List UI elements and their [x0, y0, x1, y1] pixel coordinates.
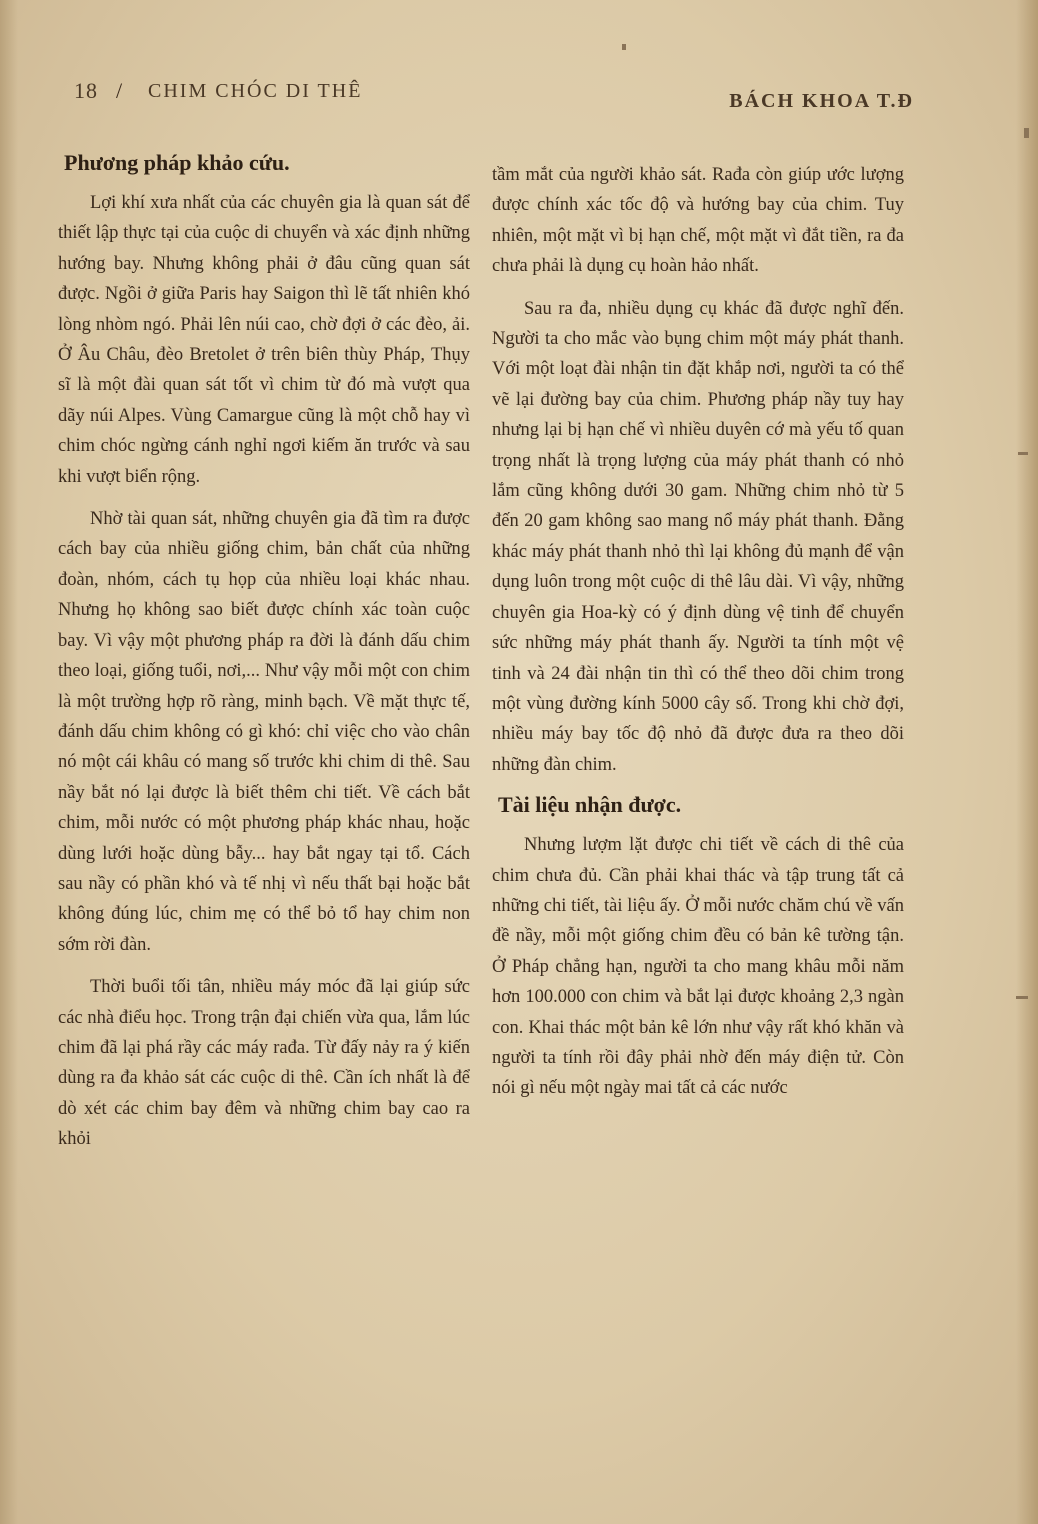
paragraph: Sau ra đa, nhiều dụng cụ khác đã được nghĩ đến. Người ta cho mắc vào bụng chim một máy phát thanh. Với một loạt đài nhận tin đặt khắp nơi, người ta có thể vẽ lại đường bay của chim. Phương pháp nầy tuy hay nhưng lại bị hạn chế vì nhiều duyên cớ mà yếu tố quan trọng nhất là trọng lượng của máy phát thanh có nhỏ lắm cũng không dưới 30 gam. Những chim nhỏ từ 5 đến 20 gam không sao mang nổ máy phát thanh. Đằng khác máy phát thanh nhỏ thì lại không đủ mạnh để vận dụng luôn trong một cuộc di thê lâu dài. Vì vậy, những chuyên gia Hoa-kỳ có ý định dùng vệ tinh để chuyển sức những máy phát thanh ấy. Người ta tính một vệ tinh và 24 đài nhận tin thì có thể theo dõi chim trong một vùng đường kính 5000 cây số. Trong khi chờ đợi, nhiều máy bay tốc độ nhỏ đã được đưa ra theo dõi những đàn chim.	[492, 298, 904, 775]
page-header	[0, 78, 1038, 118]
paragraph: Lợi khí xưa nhất của các chuyên gia là quan sát để thiết lập thực tại của cuộc di chuyển và xác định những hướng bay. Nhưng không phải ở đâu cũng quan sát được. Ngồi ở giữa Paris hay Saigon thì lẽ tất nhiên khó lòng nhòm ngó. Phải lên núi cao, chờ đợi ở các đèo, ải. Ở Âu Châu, đèo Bretolet ở trên biên thùy Pháp, Thụy sĩ là một đài quan sát tốt vì chim từ đó mà vượt qua dãy núi Alpes. Vùng Camargue cũng là một chỗ hay vì chim chóc ngừng cánh nghỉ ngơi kiếm ăn trước và sau khi vượt biển rộng.	[58, 193, 470, 487]
ink-speck	[1016, 996, 1028, 999]
paragraph: Thời buổi tối tân, nhiều máy móc đã lại giúp sức các nhà điểu học. Trong trận đại chiến vừa qua, lắm lúc chim đã lại phá rầy các máy rađa. Từ đấy nảy ra ý kiến dùng ra đa khảo sát các cuộc di thê. Cần ích nhất là để dò xét các chim bay đêm và những chim bay cao ra khỏi	[58, 977, 470, 1150]
running-title-left: CHIM CHÓC DI THÊ	[148, 80, 363, 102]
left-column	[58, 150, 470, 1167]
section-heading-methods: Phương pháp khảo cứu.	[64, 150, 290, 175]
header-separator: /	[116, 78, 123, 103]
paragraph: Nhờ tài quan sát, những chuyên gia đã tìm ra được cách bay của nhiều giống chim, bản chất của những đoàn, nhóm, cách tụ họp của nhiều loại khác nhau. Nhưng họ không sao biết được chính xác toàn cuộc bay. Vì vậy một phương pháp ra đời là đánh dấu chim theo loại, giống tuổi, nơi,... Như vậy mỗi một con chim là một trường hợp rõ ràng, minh bạch. Về mặt thực tế, đánh dấu chim không có gì khó: chỉ việc cho vào chân nó một cái khâu có mang số trước khi chim di thê. Sau nầy bắt nó lại được là biết thêm chi tiết. Về cách bắt chim, mỗi nước có một phương pháp khác nhau, hoặc dùng lưới hoặc dùng bẫy... hay bắt ngay tại tổ. Cách sau nầy có phần khó và tế nhị vì nếu thất bại hoặc bắt không đúng lúc, chim mẹ có thể bỏ tổ hay chim non sớm rời đàn.	[58, 509, 470, 955]
ink-speck	[1024, 128, 1029, 138]
paragraph: Nhưng lượm lặt được chi tiết về cách di thê của chim chưa đủ. Cần phải khai thác và tập trung tất cả những chi tiết, tài liệu ấy. Ở mỗi nước chăm chú về vấn đề nầy, mỗi một giống chim đều có bản kê tường tận. Ở Pháp chẳng hạn, người ta cho mang khâu mỗi năm hơn 100.000 con chim và bắt lại được khoảng 2,3 ngàn con. Khai thác một bản kê lớn như vậy rất khó khăn và người ta tính rồi đây phải nhờ đến máy điện tử. Còn nói gì nếu một ngày mai tất cả các nước	[492, 835, 904, 1099]
right-column	[492, 160, 904, 1116]
page-edge-left	[0, 0, 18, 1524]
ink-speck	[1018, 452, 1028, 455]
page-edge-right	[1016, 0, 1038, 1524]
page-number: 18	[74, 78, 98, 103]
paragraph-continued: tầm mắt của người khảo sát. Rađa còn giúp ước lượng được chính xác tốc độ và hướng bay của chim. Tuy nhiên, một mặt vì bị hạn chế, một mặt vì đắt tiền, ra đa chưa phải là dụng cụ hoàn hảo nhất.	[492, 165, 904, 277]
section-heading-documents: Tài liệu nhận được.	[498, 792, 682, 818]
running-title-right: BÁCH KHOA T.Đ	[729, 90, 914, 112]
ink-speck	[622, 44, 626, 50]
